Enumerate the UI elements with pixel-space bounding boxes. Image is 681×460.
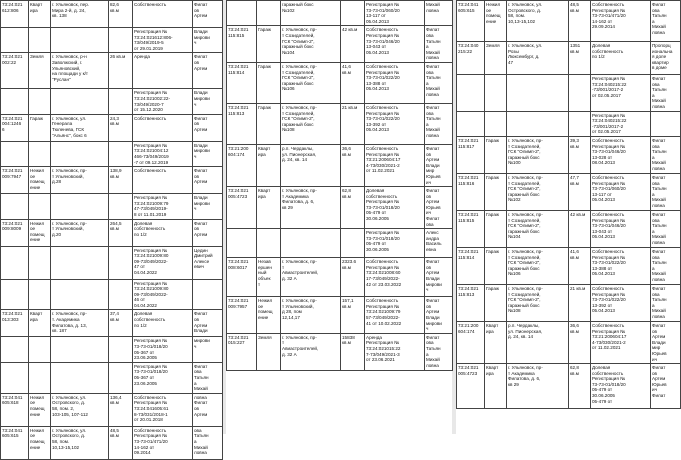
cell-area: 36,6 кв.м (341, 144, 365, 186)
cell-num (227, 1, 257, 26)
cell-type: Кварт ира (257, 144, 281, 186)
cell-area: 264,5 кв.м (109, 219, 133, 246)
cell-right: Аренда Регистрация № 73:24:021015:22 7-73/049/2021-3 от 23.06.2021 (365, 333, 425, 370)
cell-right: Собственность Регистрация № 73-73-01/046/20 13-043 от 05.04.2013 (365, 26, 425, 63)
cell-right: Регистрация № 73:24:040215:22 -73/001/2017-2 от 02.05.2017 (591, 111, 651, 136)
cell-addr: г. Ульяновск, пр- т Созидателей, ГСК "Олимп-2", гаражный бокс №108 (507, 284, 569, 321)
property-table-3 (456, 0, 681, 409)
cell-holder: ловна Филат ов Артем (193, 393, 223, 426)
cell-holder: Филат ова Татьян а Михай ловна (651, 247, 681, 284)
cell-num: 73:24:021 115:815 (227, 26, 257, 63)
cell-holder: Влади мирови ч (193, 89, 223, 114)
table-row (1, 219, 223, 246)
cell-num: 73:24:041 605:615 (457, 1, 485, 42)
cell-num: 73:24:040 215:22 (457, 42, 485, 75)
cell-right: Долевая собственность по 1/2 (133, 310, 193, 337)
cell-addr (51, 337, 109, 362)
cell-type: Кварт ира (29, 310, 51, 337)
cell-holder: Филат ов Артем Влади (193, 310, 223, 337)
cell-holder: Влади мирови ч (193, 194, 223, 219)
cell-type: Гараж (257, 26, 281, 63)
cell-type: Земля (485, 42, 507, 75)
cell-type (29, 194, 51, 219)
cell-num: 73:24:021 115:817 (457, 136, 485, 173)
cell-area: 41,6 кв.м (569, 247, 591, 284)
cell-addr: г. Ульяновск, ул. Розы Люксембург, д. 47 (507, 42, 569, 75)
cell-addr: р.п. Чердаклы, ул. Пионерская, д. 24, кв. 14 (507, 321, 569, 363)
cell-area: 21 кв.м (341, 103, 365, 144)
table-row (1, 89, 223, 114)
cell-holder: Цедин Дмитрий Алексе евич (193, 246, 223, 279)
cell-area (341, 229, 365, 258)
cell-num: 73:24:021 013:303 (1, 310, 29, 337)
cell-right: Регистрация № 73-73-01/018/20 05-479 от 30.06.2005 (365, 229, 425, 258)
cell-holder: Филат ов Артем Влади мирови ч (425, 297, 453, 334)
table-row (227, 297, 453, 334)
cell-holder: Алекс андра Василь евна (425, 229, 453, 258)
table-row (227, 229, 453, 258)
cell-right: Собственность Регистрация № 73:21:200604:17 4-73/030/2021-2 от 11.02.2021 (365, 144, 425, 186)
cell-right: Собственность Регистрация № 73-73-01/022/20 13-392 от 05.04.2013 (591, 284, 651, 321)
cell-num: 73:24:041 605:618 (1, 393, 29, 426)
cell-area: 21 кв.м (569, 284, 591, 321)
cell-area: 136,4 кв.м (109, 393, 133, 426)
cell-right: Регистрация № 73-73-01/018/20 05-367 от 23.06.2005 (133, 362, 193, 393)
table-row (1, 362, 223, 393)
cell-area: 37,4 кв.м (109, 310, 133, 337)
table-row (1, 310, 223, 337)
table-row (1, 28, 223, 53)
cell-type (29, 246, 51, 279)
cell-right: Регистрация № 73:24:021612:806- 73/049/2019-5 от 29.01.2019 (133, 28, 193, 53)
cell-area (109, 279, 133, 310)
table-row (1, 141, 223, 166)
table-row (227, 187, 453, 229)
cell-area (109, 362, 133, 393)
cell-area (109, 194, 133, 219)
cell-num: 73:24:021 005:4723 (227, 187, 257, 229)
cell-addr (51, 279, 109, 310)
cell-holder: Филат ова Татьян а Михай ловна (651, 284, 681, 321)
cell-type: Нежил ое помещ ение (29, 167, 51, 194)
cell-num: 73:24:021 115:816 (457, 173, 485, 210)
cell-right: Регистрация № 73:24:021009:79 47-73/049/2019- 8 от 11.01.2019 (133, 194, 193, 219)
cell-area: 62,8 кв.м (341, 187, 365, 229)
cell-addr: г. Ульяновск, пр- т Академика Филатова, д. 6, кв 29 (281, 187, 341, 229)
cell-num: 73:24:021 115:814 (457, 247, 485, 284)
cell-right: Долевая собственность Регистрация № 73-73-01/018/20 05-479 от 30.06.2005 (365, 187, 425, 229)
cell-right: Собственность Регистрация № 73:24:021008:60 17-73/049/2022- 42 от 23.03.2022 (365, 258, 425, 297)
table-row (1, 167, 223, 194)
cell-type (485, 111, 507, 136)
cell-right: Долевая собственность Регистрация № 73-73-01/018/20 05-479 от 30.06.2005 05-479 от (591, 364, 651, 409)
cell-right: Долевая собственность по 1/2 (133, 219, 193, 246)
table-row (1, 393, 223, 426)
cell-type: Кварт ира (485, 364, 507, 409)
cell-type (29, 279, 51, 310)
table-row (227, 1, 453, 26)
table-row (227, 258, 453, 297)
cell-type: Гараж (485, 247, 507, 284)
cell-area: 39,3 кв.м (569, 136, 591, 173)
cell-type: Кварт ира (29, 1, 51, 28)
doc-page-1 (0, 0, 222, 456)
cell-num (1, 28, 29, 53)
table-row (457, 1, 681, 42)
cell-right: Регистрация № 73:24:021004:12 466-73/049/2019 -7 от 09.12.2019 (133, 141, 193, 166)
cell-type: Нежил ое помещ ение (257, 297, 281, 334)
cell-area: 26 кв.м (109, 53, 133, 89)
cell-num (1, 141, 29, 166)
cell-holder: Филат ов Артем (193, 114, 223, 141)
table-row (457, 111, 681, 136)
cell-addr (507, 111, 569, 136)
table-row (1, 426, 223, 459)
cell-area (109, 141, 133, 166)
cell-holder: Филат ова Татьян а Михай ловна (425, 333, 453, 370)
cell-type: Земля (257, 333, 281, 370)
cell-area: 24,3 кв.м (109, 114, 133, 141)
cell-num (457, 111, 485, 136)
cell-type: Нежил ое помещ ение (29, 393, 51, 426)
cell-type (29, 362, 51, 393)
cell-holder: Филат ов Артем Влади мир Юрьев ич (425, 144, 453, 186)
table-row (227, 333, 453, 370)
cell-area: 42 кв.м (569, 210, 591, 247)
table-row (457, 247, 681, 284)
cell-right: Собственность Регистрация № 73-73-01/022/20 13-388 от 05.04.2013 (591, 247, 651, 284)
cell-area: 82,6 кв.м (109, 1, 133, 28)
cell-right: Собственность Регистрация № 73-73-01/060/20 13-117 от 05.04.2013 (591, 173, 651, 210)
cell-type: Гараж (257, 62, 281, 103)
cell-right: Регистрация № 73:24:021009:80 09-73/049/2022- 47 от 04.04.2022 (133, 246, 193, 279)
cell-type: Гараж (29, 114, 51, 141)
cell-area (569, 111, 591, 136)
cell-addr: г. Ульяновск, пр- т Созидателей, ГСК "Олимп-2", гаражный бокс №106 (281, 62, 341, 103)
cell-holder (651, 111, 681, 136)
cell-addr: г. Ульяновск, пр- т Созидателей, ГСК "Олимп-2", гаражный бокс №104 (281, 26, 341, 63)
cell-area: 48,5 кв.м (569, 1, 591, 42)
cell-right: Собственность Регистрация № 73:24:021009:79 57-73/049/2022- 41 от 10.02.2022 (365, 297, 425, 334)
cell-addr: г. Ульяновск, пр- т Созидателей, ГСК "Олимп-2", гаражный бокс №106 (507, 247, 569, 284)
table-row (457, 321, 681, 363)
cell-addr: г. Ульяновск, ул. Островского, д. 58, пом. 10,13-15,102 (51, 426, 109, 459)
table-row (457, 136, 681, 173)
cell-num: 73:24:021 115:813 (457, 284, 485, 321)
cell-holder: ова Татьян а Михай ловна (193, 426, 223, 459)
cell-right: Собственность Регистрация № 73:24:041605:61 8-73/031/2018-1 от 20.01.2018 (133, 393, 193, 426)
cell-holder: Влади мирови ч (193, 28, 223, 53)
cell-type (257, 229, 281, 258)
cell-num (1, 194, 29, 219)
cell-right: Регистрация № 73-73-01/060/20 13-117 от 05.04.2013 (365, 1, 425, 26)
cell-type: Кварт ира (485, 321, 507, 363)
cell-right: Собственность Регистрация № 73-73-01/022/20 13-388 от 05.04.2013 (365, 62, 425, 103)
cell-right: Собственность (133, 114, 193, 141)
cell-area: 1351 кв.м (569, 42, 591, 75)
cell-area (341, 1, 365, 26)
cell-num: 73:24:021 115:813 (227, 103, 257, 144)
cell-right: Собственность Регистрация № 73-73-01/022/20 13-392 от 05.04.2013 (365, 103, 425, 144)
cell-type: Гараж (257, 103, 281, 144)
cell-area (569, 75, 591, 112)
cell-type: Гараж (485, 210, 507, 247)
cell-addr: г. Ульяновск, ул. Островского, д. 58, пом. 10,13-15,102 (507, 1, 569, 42)
cell-num (1, 362, 29, 393)
cell-addr (51, 362, 109, 393)
cell-right: Собственность Регистрация № 73-73-01/471/20 14-162 от 29.09.2014 (591, 1, 651, 42)
cell-addr: г. Ульяновск, ул. Генерала Тюленева, ГСК "Альянс", бокс 6 (51, 114, 109, 141)
cell-holder: Филат ова Татьян а Михай ловна (651, 1, 681, 42)
cell-area: 36,6 кв.м (569, 321, 591, 363)
cell-num: 73:24:021 612:806 (1, 1, 29, 28)
table-row (1, 114, 223, 141)
cell-type: Кварт ира (257, 187, 281, 229)
cell-num: 73:24:021 009:7957 (227, 297, 257, 334)
cell-addr: г. Ульяновск, пр- т Авиастроителей, д. 32 А (281, 333, 341, 370)
cell-num: 73:24:021 008:6017 (227, 258, 257, 297)
cell-num: 73:24:021 015:227 (227, 333, 257, 370)
cell-area: 15838 кв.м (341, 333, 365, 370)
cell-type: Гараж (485, 284, 507, 321)
cell-holder: Филат ова Татьян а Михай ловна (651, 75, 681, 112)
cell-right: Регистрация № 73:24:040215:22 -73/001/2017-2 от 02.05.2017 (591, 75, 651, 112)
cell-type (29, 141, 51, 166)
cell-holder: Филат ов Артем Юрьев ич Филат ова (425, 187, 453, 229)
cell-right: Собственность (133, 167, 193, 194)
cell-type: Гараж (485, 136, 507, 173)
property-table-2 (226, 0, 453, 371)
cell-holder: Филат ов Артем (193, 1, 223, 28)
cell-num (1, 246, 29, 279)
cell-num: 73:24:021 004:1246 6 (1, 114, 29, 141)
cell-addr: г. Ульяновск, ул. Островского, д. 58, пом. 2, 103-105, 107-112 (51, 393, 109, 426)
cell-num (1, 89, 29, 114)
cell-addr (507, 75, 569, 112)
property-table-1 (0, 0, 223, 460)
doc-page-2 (226, 0, 452, 434)
cell-area: 138,9 кв.м (109, 167, 133, 194)
cell-addr: р.п. Чердаклы, ул. Пионерская, д. 24, кв. 14 (281, 144, 341, 186)
cell-holder: Михай ловна (425, 1, 453, 26)
cell-right: Собственность Регистрация № 73-73-01/471/20 14-162 от 09.2014 (133, 426, 193, 459)
cell-addr: г. Ульяновск, пер. Мира 2-й, д. 24, кв. 138 (51, 1, 109, 28)
cell-area (109, 337, 133, 362)
cell-type: Земля (29, 53, 51, 89)
table-row (1, 337, 223, 362)
cell-holder: Филат ова Татьян а Михай (193, 362, 223, 393)
cell-addr: г. Ульяновск, пр- т Ульяновский, д.20 (51, 219, 109, 246)
table-row (1, 279, 223, 310)
cell-num: 73:24:021 005:4723 (457, 364, 485, 409)
cell-type: Нежил ое помещ ение (485, 1, 507, 42)
cell-holder: Филат ов Артем (193, 219, 223, 246)
cell-holder: Филат ов Артем Влади мир Юрьев ич (651, 321, 681, 363)
cell-num: 73:24:041 605:615 (1, 426, 29, 459)
cell-area: 41,6 кв.м (341, 62, 365, 103)
cell-right: Собственность Регистрация № 73-73-01/046/20 13-028 от 08.04.2013 (591, 136, 651, 173)
cell-addr (51, 194, 109, 219)
cell-holder: Филат ов Артем (193, 167, 223, 194)
cell-holder (193, 279, 223, 310)
cell-right: Долевая собственность по 1/2 (591, 42, 651, 75)
cell-holder: Влади мирови ч (193, 141, 223, 166)
table-row (457, 173, 681, 210)
cell-holder: Филат ова Татьян а Михай ловна (651, 136, 681, 173)
cell-holder: Филат ова Татьян а Михай ловна (425, 103, 453, 144)
cell-type (257, 1, 281, 26)
cell-addr: г. Ульяновск, пр- т Ульяновский, д.28 (51, 167, 109, 194)
table-row (227, 26, 453, 63)
cell-num (227, 229, 257, 258)
cell-addr (281, 229, 341, 258)
cell-addr: гаражный бокс №102 (281, 1, 341, 26)
cell-right: Собственность (133, 1, 193, 28)
cell-addr (51, 141, 109, 166)
doc-page-3 (456, 0, 680, 434)
cell-num (457, 75, 485, 112)
cell-num: 73:24:021 115:815 (457, 210, 485, 247)
cell-area: 48,5 кв.м (109, 426, 133, 459)
cell-num: 73:21:200 604:174 (457, 321, 485, 363)
cell-addr: г. Ульяновск, пр- т Созидателей, ГСК "Олимп-2", гаражный бокс №108 (281, 103, 341, 144)
cell-holder: Филат ов Артем Влади мирови ч (425, 258, 453, 297)
cell-addr: г. Ульяновск, пр- т Ульяновский, д 28, пом 12,14,17 (281, 297, 341, 334)
cell-num (1, 279, 29, 310)
cell-addr (51, 246, 109, 279)
cell-num: 73:24:021 009:8009 (1, 219, 29, 246)
cell-area (109, 89, 133, 114)
cell-area: 47,7 кв.м (569, 173, 591, 210)
cell-right: Регистрация № 73-73-01/018/20 05-367 от 23.06.2005 (133, 337, 193, 362)
cell-num (1, 337, 29, 362)
table-row (457, 210, 681, 247)
cell-holder: Пропорц иональна я доле квартир в доме (651, 42, 681, 75)
cell-addr: г. Ульяновск, р-н Заволжский, г. Ульяновский, на площади у к/т "Руслан" (51, 53, 109, 89)
table-row (1, 1, 223, 28)
cell-num: 73:21:200 604:174 (227, 144, 257, 186)
cell-addr: г. Ульяновск, пр- т Академика Филатова, д. 6, кв 29 (507, 364, 569, 409)
cell-holder: мирови ч (193, 337, 223, 362)
cell-type: Гараж (485, 173, 507, 210)
cell-addr: г. Ульяновск, пр- т Созидателей, ГСК "Олимп-2", гаражный бокс №100 (507, 136, 569, 173)
cell-type (29, 89, 51, 114)
cell-area: 42 кв.м (341, 26, 365, 63)
cell-addr (51, 89, 109, 114)
cell-right: Собственность Регистрация № 73:21:200604:17 4-73/030/2021-2 от 11.02.2021 (591, 321, 651, 363)
table-row (227, 62, 453, 103)
cell-type (29, 28, 51, 53)
cell-addr (51, 28, 109, 53)
cell-num: 73:24:021 115:814 (227, 62, 257, 103)
table-row (1, 53, 223, 89)
cell-addr: г. Ульяновск, пр- т Созидателей, ГСК "Олимп-2", гаражный бокс №104 (507, 210, 569, 247)
cell-num: 73:24:021 009:7947 (1, 167, 29, 194)
table-row (227, 144, 453, 186)
cell-holder: Филат ов Артем (193, 53, 223, 89)
table-row (457, 75, 681, 112)
cell-area: 157,1 кв.м (341, 297, 365, 334)
cell-type (485, 75, 507, 112)
cell-holder: Филат ов Артем Юрьев ич Филат (651, 364, 681, 409)
table-row (457, 284, 681, 321)
cell-right: Регистрация № 73:24:021002:22- 73/049/2020-7 от 15.12.2020 (133, 89, 193, 114)
table-row (457, 42, 681, 75)
cell-area (109, 28, 133, 53)
cell-type (29, 337, 51, 362)
cell-holder: Филат ова Татьян а Михай ловна (425, 26, 453, 63)
cell-area: 2323.6 кв.м (341, 258, 365, 297)
cell-type: Нежил ое помещ ение (29, 426, 51, 459)
table-row (457, 364, 681, 409)
cell-num: 73:24:021 002:22 (1, 53, 29, 89)
table-row (227, 103, 453, 144)
cell-holder: Филат ова Татьян а Михай ловна (425, 62, 453, 103)
cell-addr: г. Ульяновск, пр- т Авиастроителей, д. 32 А (281, 258, 341, 297)
cell-area (109, 246, 133, 279)
cell-addr: г. Ульяновск, пр- т Созидателей, ГСК "Олимп-2", гаражный бокс №102 (507, 173, 569, 210)
cell-area: 62,8 кв.м (569, 364, 591, 409)
cell-right: Собственность Регистрация № 73-73-01/046/20 13-043 от 05.04.2013 (591, 210, 651, 247)
cell-addr: г. Ульяновск, пр- т. Академика Филатова, д. 13, кв. 187 (51, 310, 109, 337)
cell-right: Аренда (133, 53, 193, 89)
cell-holder: Филат ова Татьян а Михай ловна (651, 210, 681, 247)
cell-holder: Филат ова Татьян а Михай ловна (651, 173, 681, 210)
cell-right: Регистрация № 73:24:021009:80 09-73/049/2022- 46 от 04.04.2022 (133, 279, 193, 310)
table-row (1, 246, 223, 279)
cell-type: Нежил ое помещ ение (29, 219, 51, 246)
table-row (1, 194, 223, 219)
cell-type: Незав ершен ный объек т (257, 258, 281, 297)
